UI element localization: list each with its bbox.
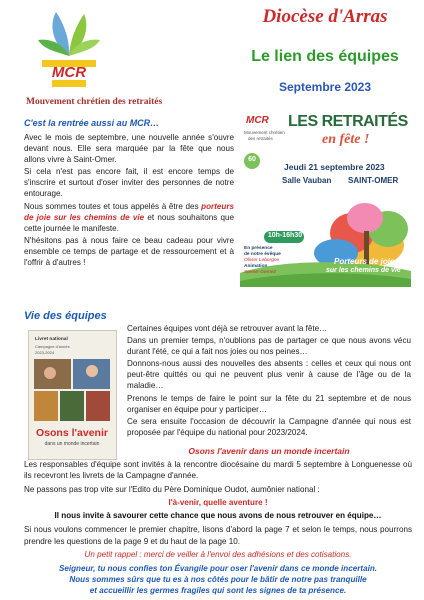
edito-quote: l'à-venir, quelle aventure ! [168, 498, 268, 508]
reminder: Un petit rappel : merci de veiller à l'envoi des adhésions et des cotisations. [84, 549, 352, 559]
intro-paragraph-1: Avec le mois de septembre, une nouvelle année s'ouvre devant nous. Elle sera marquée par la fête que nous allons vivre à Saint-Omer. [24, 133, 234, 165]
poster-presence-1: En présence [244, 246, 273, 251]
booklet-line-1: Livret national [35, 337, 68, 342]
teams-paragraph-8: Si nous voulons commencer le premier chapitre, lisons d'abord la page 7 et selon le temps, nous pourrons prendre les questions de la page 9 et du haut de la page 10. [24, 525, 412, 546]
teams-side-text [127, 323, 411, 438]
booklet-subtitle: dans un monde incertain [44, 441, 100, 447]
prayer-line-3: et accueillir les germes fragiles qui sont les signes de ta présence. [89, 585, 347, 595]
teams-paragraph-1: Certaines équipes vont déjà se retrouver avant la fête… [127, 324, 328, 333]
poster-org-caption-2: des retraités [248, 136, 273, 141]
poster-animation-label: Animation [244, 264, 268, 269]
poster-venue: Salle Vauban [282, 176, 332, 185]
mcr-logo [34, 6, 104, 92]
poster-animator: Steeve Gernez [244, 270, 276, 275]
intro-heading: C'est la rentrée aussi au MCR… [24, 118, 160, 128]
booklet-photo-collage [34, 359, 110, 421]
bulletin-title: Le lien des équipes [251, 48, 399, 65]
intro-highlight: porteurs de joie sur les chemins de vie [24, 201, 234, 222]
booklet-title: Osons l'avenir [36, 427, 108, 439]
poster-slogan-2: sur les chemins de vie [326, 267, 401, 274]
poster-city: SAINT-OMER [348, 176, 399, 185]
teams-paragraph-3: Donnons-nous aussi des nouvelles des absents : celles et ceux qui nous ont peut-être quittés ou qui ne peuvent plus venir à cause de l'âge ou de la maladie… [127, 359, 411, 391]
intro-paragraph-3: Nous sommes toutes et tous appelés à être des porteurs de joie sur les chemins de vie et nous souhaitons que cette journée le manifeste. [24, 201, 235, 233]
teams-paragraph-7: Ne passons pas trop vite sur l'Edito du Père Dominique Oudot, aumônier national : [24, 485, 320, 495]
poster-title-2: en fête ! [322, 132, 370, 147]
issue-month: Septembre 2023 [278, 80, 372, 94]
teams-heading: Vie des équipes [24, 310, 107, 322]
prayer-line-1: Seigneur, tu nous confies ton Évangile pour oser l'avenir dans ce monde incertain. [58, 563, 378, 573]
booklet-line-3: 2023-2024 [35, 350, 55, 355]
diocese-title: Diocèse d'Arras [262, 6, 388, 27]
edito-invite: Il nous invite à savourer cette chance que nous avons de nous retrouver en équipe… [54, 511, 382, 521]
poster-logo-text: MCR [246, 115, 269, 126]
poster-slogan-1: Porteurs de joie, [334, 257, 397, 266]
poster-badge: 60 [248, 156, 256, 163]
intro-paragraph-4: N'hésitons pas à nous faire ce beau cadeau pour vivre ensemble ce temps de partage et de ressourcement et à l'offrir à d'autres ! [24, 235, 234, 268]
teams-paragraph-6: Les responsables d'équipe sont invités à la rencontre diocésaine du mardi 5 septembre à Longuenesse où ils recevront les livrets de la Campagne d'année. [24, 460, 412, 481]
intro-text [24, 132, 234, 268]
organization-name: Mouvement chrétien des retraités [26, 97, 163, 107]
poster-presence-2: de notre évêque [244, 252, 281, 257]
poster-title-1: LES RETRAITÉS [288, 113, 408, 130]
poster-bishop: Olivier Leborgne [244, 258, 280, 263]
teams-main-text [24, 459, 412, 596]
poster-hours: 10h-16h30 [267, 232, 303, 239]
event-poster [240, 103, 411, 287]
booklet-line-2: Campagne d'année [35, 344, 70, 349]
campaign-title: Osons l'avenir dans un monde incertain [188, 446, 350, 456]
campaign-booklet [28, 330, 117, 460]
teams-paragraph-4: Prenons le temps de faire le point sur la fête du 21 septembre et de nous organiser en équipe pour y participer… [127, 393, 411, 414]
logo-text: MCR [51, 64, 87, 81]
intro-paragraph-2: Si cela n'est pas encore fait, il est encore temps de s'inscrire et surtout d'oser inviter des personnes de notre entourage. [24, 167, 234, 199]
teams-paragraph-5: Ce sera ensuite l'occasion de découvrir la Campagne d'année qui nous est proposée par l'équipe du national pour 2023/2024. [127, 416, 411, 437]
poster-date: Jeudi 21 septembre 2023 [284, 162, 385, 172]
poster-org-caption-1: Mouvement chrétien [244, 130, 285, 135]
prayer-line-2: Nous sommes sûrs que tu es à nos côtés pour le bâtir de notre pas tranquille [69, 574, 367, 584]
teams-paragraph-2: Dans un premier temps, n'oublions pas de partager ce que nous avons vécu durant l'été, ce qui a fait nos joies ou nos peines… [127, 336, 411, 357]
